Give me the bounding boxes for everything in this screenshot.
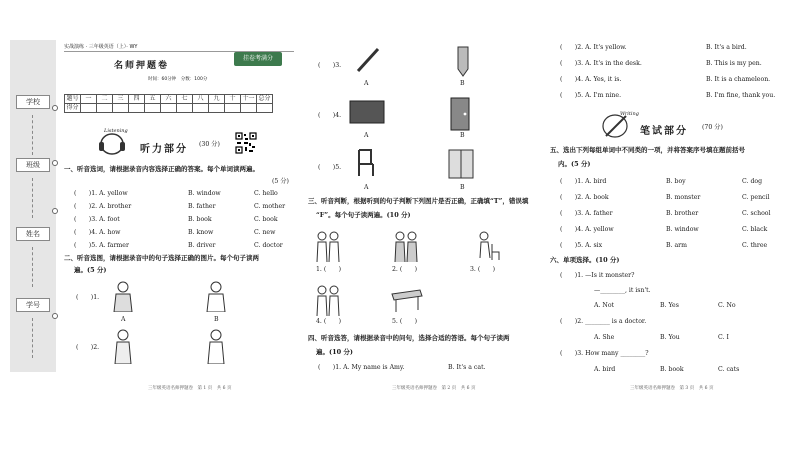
score-cell: 五 xyxy=(145,95,161,104)
s5-q5-b: B. arm xyxy=(666,242,687,249)
chair-image xyxy=(353,148,379,180)
pencil-image xyxy=(448,45,478,77)
p2-q5: ( )5. xyxy=(318,164,342,171)
s5-q2: ( )2. A. book xyxy=(560,194,609,201)
s5-q4-b: B. window xyxy=(666,226,699,233)
s4-q1: ( )1. A. My name is Amy. xyxy=(318,364,405,371)
s5-q3-c: C. school xyxy=(742,210,771,217)
student-id-label: 学号 xyxy=(16,298,50,312)
s6-q3-c: C. cats xyxy=(718,366,740,373)
p3-q5: ( )5. A. I'm nine. xyxy=(560,92,622,99)
teacher-woman-image xyxy=(110,328,136,364)
p2-q4-b: B xyxy=(460,132,465,139)
s1-q2: ( )2. A. brother xyxy=(74,203,132,210)
greeting-kids-image xyxy=(314,228,342,262)
s6-q2-a: A. She xyxy=(594,334,615,341)
listening-word: Listening xyxy=(104,128,128,134)
p2-q3: ( )3. xyxy=(318,62,342,69)
s5-q2-b: B. monster xyxy=(666,194,701,201)
name-label: 姓名 xyxy=(16,227,50,241)
s2-q1-b: B xyxy=(214,316,219,323)
score-cell: 得分 xyxy=(66,104,79,111)
section3-title: 三、听音判断，根据听到的句子判断下列图片是否正确，正确填“T”，错误填 xyxy=(308,197,529,205)
kids-meeting-image xyxy=(314,282,342,316)
writing-word: Writing xyxy=(620,111,639,117)
exam-badge: 挂卷考满分 xyxy=(234,52,282,66)
p2-q4: ( )4. xyxy=(318,112,342,119)
s5-q5: ( )5. A. six xyxy=(560,242,603,249)
s6-q3-b: B. book xyxy=(660,366,684,373)
s1-q5: ( )5. A. farmer xyxy=(74,242,129,249)
score-cell: 一 xyxy=(81,95,97,104)
student-id-line xyxy=(32,318,33,358)
blackboard-image xyxy=(348,98,386,128)
s6-q1-answer: —________, it isn't. xyxy=(594,287,651,294)
section1-score: (5 分) xyxy=(272,178,289,185)
section5-title-cont: 内。(5 分) xyxy=(558,160,591,168)
s6-q3-a: A. bird xyxy=(594,366,616,373)
score-table xyxy=(64,94,273,113)
p3-q3: ( )3. A. It's in the desk. xyxy=(560,60,642,67)
listening-score: (30 分) xyxy=(199,141,220,148)
s1-q4: ( )4. A. how xyxy=(74,229,121,236)
score-cell: 总分 xyxy=(258,95,271,102)
series-header: 实战演练 · 三年级英语（上）· WY xyxy=(64,44,138,50)
s1-q1: ( )1. A. yellow xyxy=(74,190,128,197)
s6-q1: ( )1. —Is it monster? xyxy=(560,272,635,279)
s1-q1-c: C. hello xyxy=(254,190,278,197)
door-image xyxy=(448,96,472,132)
score-cell: 四 xyxy=(129,95,145,104)
s1-q4-c: C. new xyxy=(254,229,276,236)
s6-q3: ( )3. How many ________? xyxy=(560,350,649,357)
s1-q3-b: B. book xyxy=(188,216,212,223)
class-line xyxy=(32,178,33,218)
p3-q5-b: B. I'm fine, thank you. xyxy=(706,92,776,99)
s4-q1-b: B. It's a cat. xyxy=(448,364,486,371)
score-cell: 十 xyxy=(225,95,241,104)
binding-strip xyxy=(10,40,56,372)
p2-q3-a: A xyxy=(364,80,369,87)
p2-q5-b: B xyxy=(460,184,465,191)
talking-kids-image xyxy=(392,228,420,262)
s3-label-1: 1. ( ) xyxy=(316,266,342,273)
p3-q2: ( )2. A. It's yellow. xyxy=(560,44,627,51)
nurse-woman-image xyxy=(203,328,229,364)
s1-q1-b: B. window xyxy=(188,190,221,197)
girl-chair-image xyxy=(472,228,500,262)
p3-q2-b: B. It's a bird. xyxy=(706,44,747,51)
p2-q5-a: A xyxy=(364,184,369,191)
page-title: 名师押题卷 xyxy=(114,61,170,71)
s6-q2: ( )2. ________ is a doctor. xyxy=(560,318,647,325)
qr-code-icon xyxy=(235,132,257,154)
s1-q3-c: C. book xyxy=(254,216,278,223)
section2-title-cont: 遍。(5 分) xyxy=(74,266,107,274)
time-score: 时间：60分钟 分数：100分 xyxy=(148,77,208,82)
s1-q2-c: C. mother xyxy=(254,203,286,210)
p3-q4-b: B. It is a chameleon. xyxy=(706,76,771,83)
s1-q5-c: C. doctor xyxy=(254,242,283,249)
p2-q4-a: A xyxy=(364,132,369,139)
s5-q2-c: C. pencil xyxy=(742,194,770,201)
s2-q2: ( )2. xyxy=(76,344,100,351)
section4-title-cont: 遍。(10 分) xyxy=(316,348,353,356)
score-cell: 题号 xyxy=(66,95,79,102)
score-cell: 七 xyxy=(177,95,193,104)
s6-q2-b: B. You xyxy=(660,334,680,341)
page3-footer: 三年级英语名师押题卷 第 3 页 共 6 页 xyxy=(630,386,714,391)
school-line xyxy=(32,115,33,155)
section3-title-cont: “F”。每个句子读两遍。(10 分) xyxy=(316,211,411,219)
section2-title: 二、听音选图，请根据录音中的句子选择正确的图片。每个句子读两 xyxy=(64,254,259,262)
s5-q3: ( )3. A. father xyxy=(560,210,613,217)
doctor-man-image xyxy=(203,280,229,312)
score-cell: 九 xyxy=(209,95,225,104)
s5-q3-b: B. brother xyxy=(666,210,699,217)
name-line xyxy=(32,247,33,287)
section4-title: 四、听音选答，请根据录音中的问句，选择合适的答语。每个句子读两 xyxy=(308,334,510,342)
writing-title: 笔试部分 xyxy=(640,126,688,137)
s3-label-4: 4. ( ) xyxy=(316,318,342,325)
s6-q1-b: B. Yes xyxy=(660,302,679,309)
score-cell: 三 xyxy=(113,95,129,104)
s6-q2-c: C. I xyxy=(718,334,729,341)
s3-label-5: 5. ( ) xyxy=(392,318,418,325)
page2-footer: 三年级英语名师押题卷 第 2 页 共 6 页 xyxy=(392,386,476,391)
s5-q5-c: C. three xyxy=(742,242,768,249)
binding-hole xyxy=(52,105,58,111)
s5-q1-b: B. boy xyxy=(666,178,686,185)
section1-title: 一、听音选词，请根据录音内容选择正确的答案。每个单词读两遍。 xyxy=(64,165,259,173)
p3-q4: ( )4. A. Yes, it is. xyxy=(560,76,622,83)
s1-q3: ( )3. A. foot xyxy=(74,216,120,223)
s5-q1-c: C. dog xyxy=(742,178,763,185)
s6-q1-c: C. No xyxy=(718,302,736,309)
binding-hole xyxy=(52,208,58,214)
window-image xyxy=(446,148,476,180)
writing-score: (70 分) xyxy=(702,124,723,131)
s3-label-3: 3. ( ) xyxy=(470,266,496,273)
farmer-man-image xyxy=(110,280,136,312)
desk-image xyxy=(390,284,424,314)
score-cell: 十一 xyxy=(242,95,255,102)
school-label: 学校 xyxy=(16,95,50,109)
s5-q4: ( )4. A. yellow xyxy=(560,226,614,233)
s2-q1: ( )1. xyxy=(76,294,100,301)
p3-q3-b: B. This is my pen. xyxy=(706,60,762,67)
score-cell: 二 xyxy=(97,95,113,104)
s2-q1-a: A xyxy=(121,316,126,323)
section5-title: 五、选出下列每组单词中不同类的一项，并将答案序号填在题前括号 xyxy=(550,146,745,154)
s5-q4-c: C. black xyxy=(742,226,768,233)
s1-q4-b: B. know xyxy=(188,229,214,236)
s6-q1-a: A. Not xyxy=(594,302,615,309)
listening-title: 听力部分 xyxy=(140,144,188,155)
s5-q1: ( )1. A. bird xyxy=(560,178,607,185)
section6-title: 六、单项选择。(10 分) xyxy=(550,256,620,264)
s1-q2-b: B. father xyxy=(188,203,216,210)
p2-q3-b: B xyxy=(460,80,465,87)
pen-image xyxy=(352,45,382,75)
class-label: 班级 xyxy=(16,158,50,172)
s3-label-2: 2. ( ) xyxy=(392,266,418,273)
page1-footer: 三年级英语名师押题卷 第 1 页 共 6 页 xyxy=(148,386,232,391)
s1-q5-b: B. driver xyxy=(188,242,216,249)
binding-hole xyxy=(52,313,58,319)
score-cell: 六 xyxy=(161,95,177,104)
binding-hole xyxy=(52,160,58,166)
score-cell: 八 xyxy=(193,95,209,104)
